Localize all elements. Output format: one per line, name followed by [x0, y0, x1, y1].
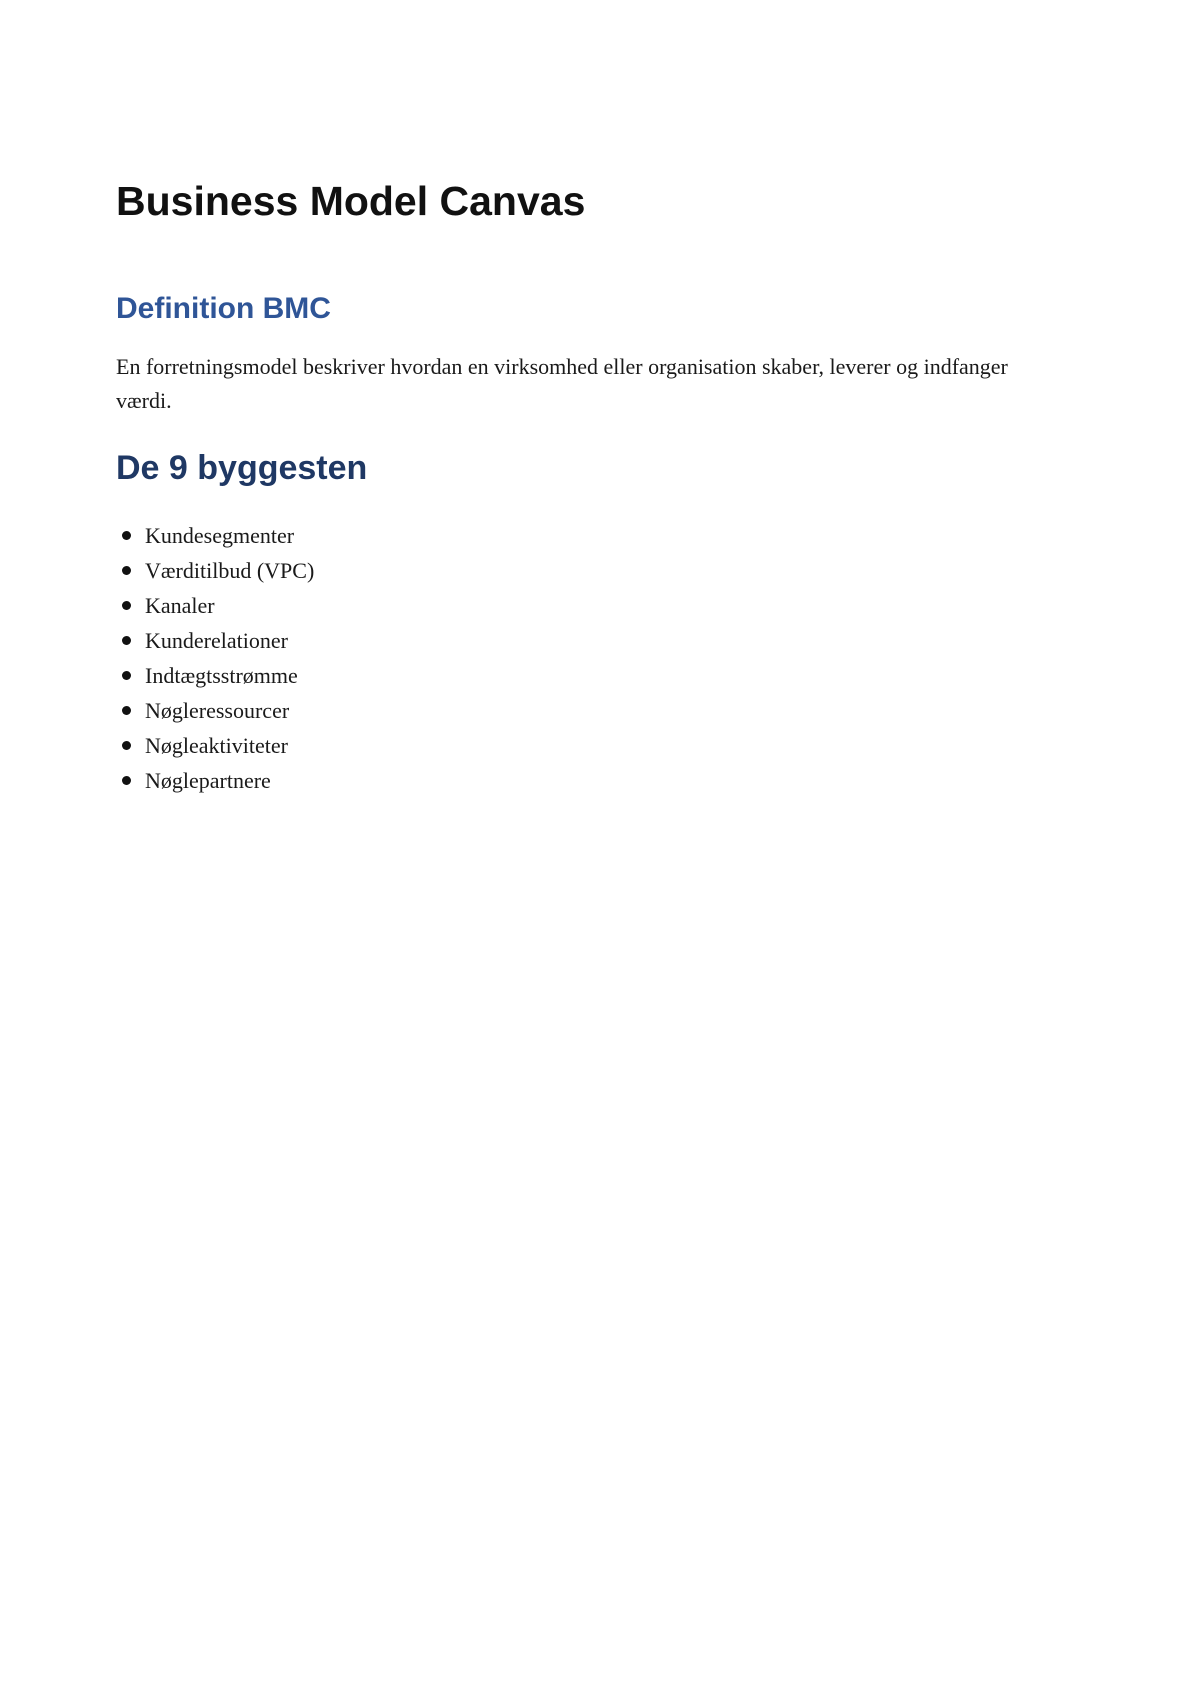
- list-item-label: Nøglepartnere: [145, 768, 271, 793]
- building-blocks-list: [122, 518, 314, 798]
- bullet-icon: [122, 636, 131, 645]
- section-heading-building-blocks: De 9 byggesten: [116, 449, 368, 487]
- bullet-icon: [122, 741, 131, 750]
- bullet-icon: [122, 776, 131, 785]
- list-item-label: Kunderelationer: [145, 628, 288, 653]
- list-item-label: Nøgleressourcer: [145, 698, 290, 723]
- list-item: [122, 623, 314, 658]
- list-item-label: Værditilbud (VPC): [145, 558, 315, 583]
- list-item-label: Kundesegmenter: [145, 523, 295, 548]
- list-item: [122, 553, 314, 588]
- list-item: [122, 693, 314, 728]
- list-item: [122, 658, 314, 693]
- list-item-label: Kanaler: [145, 593, 215, 618]
- list-item: [122, 728, 314, 763]
- page-title: Business Model Canvas: [116, 178, 586, 224]
- list-item: [122, 518, 314, 553]
- definition-paragraph: En forretningsmodel beskriver hvordan en virksomhed eller organisation skaber, leverer og indfanger værdi.: [116, 354, 1008, 413]
- bullet-icon: [122, 566, 131, 575]
- list-item-label: Indtægtsstrømme: [145, 663, 298, 688]
- section-heading-definition: Definition BMC: [116, 292, 331, 325]
- bullet-icon: [122, 601, 131, 610]
- list-item-label: Nøgleaktiviteter: [145, 733, 288, 758]
- bullet-icon: [122, 706, 131, 715]
- list-item: [122, 588, 314, 623]
- bullet-icon: [122, 531, 131, 540]
- bullet-icon: [122, 671, 131, 680]
- list-item: [122, 763, 314, 798]
